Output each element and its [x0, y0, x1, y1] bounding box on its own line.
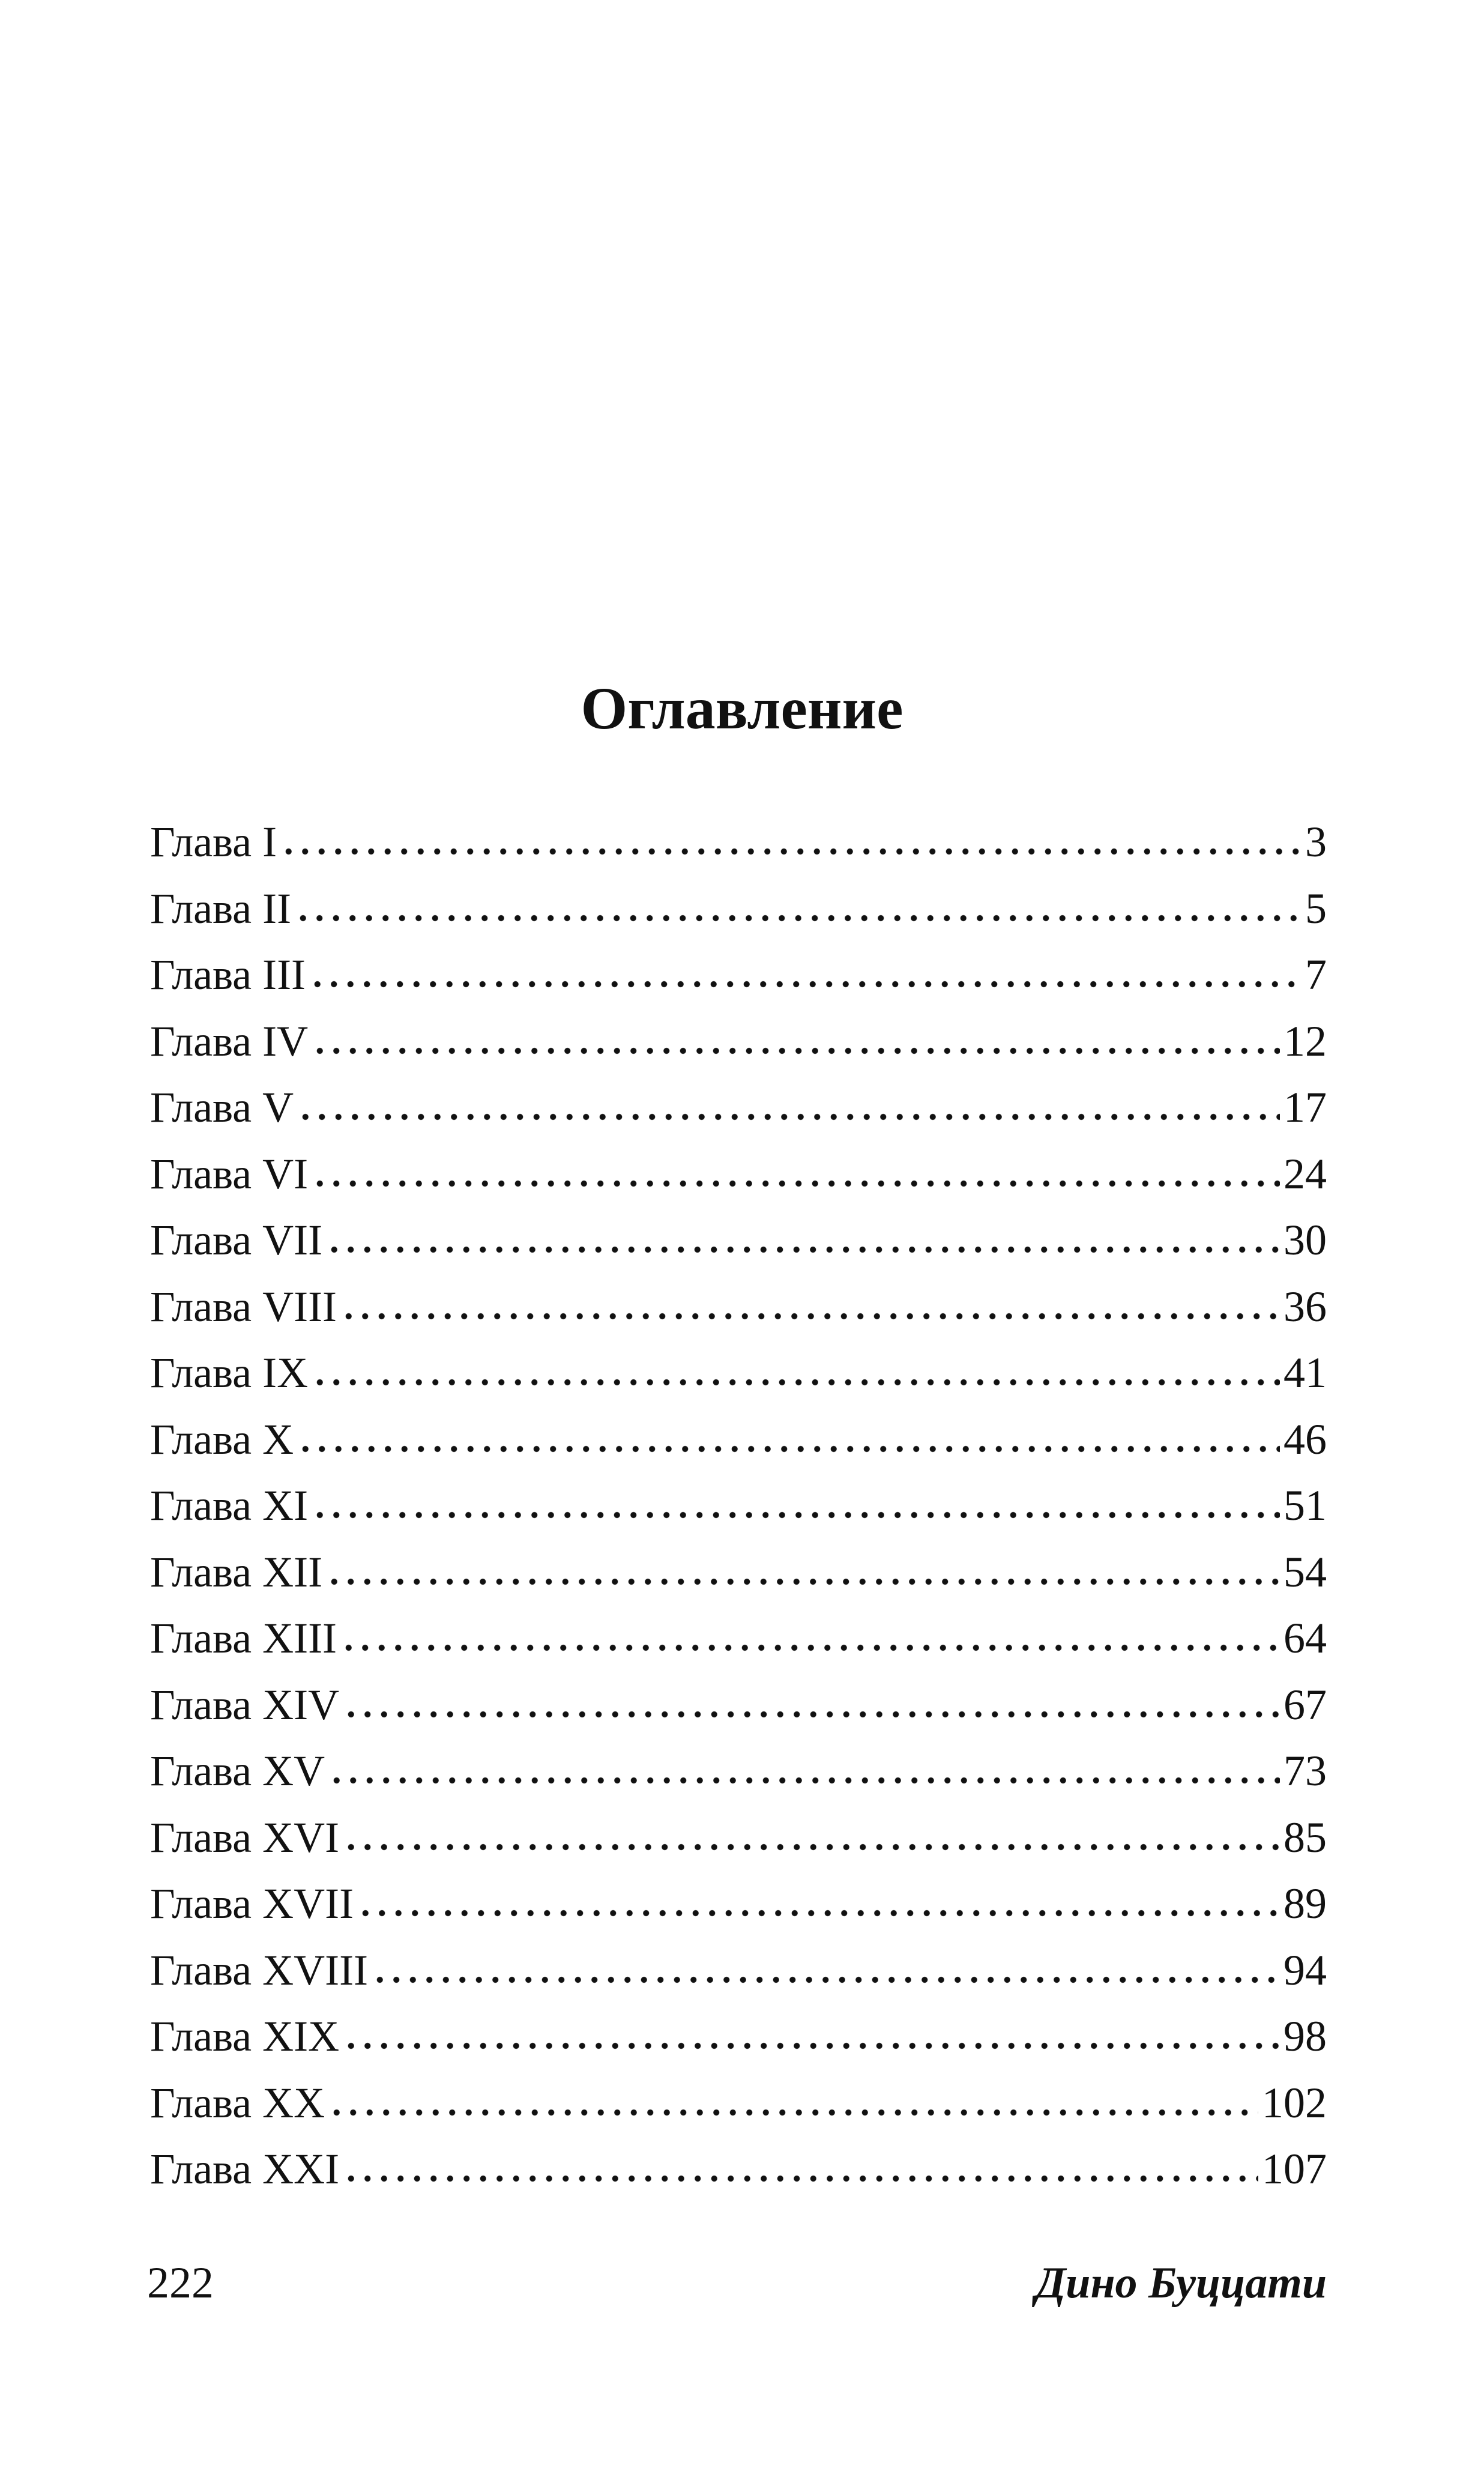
toc-entry[interactable]	[150, 1738, 1327, 1804]
toc-leader-dots	[312, 1379, 1280, 1386]
toc-entry-page: 54	[1283, 1547, 1327, 1596]
toc-entry[interactable]	[150, 1871, 1327, 1937]
toc-leader-dots	[340, 1313, 1280, 1320]
toc-leader-dots	[328, 2109, 1258, 2116]
toc-entry-page: 7	[1305, 951, 1327, 999]
toc-entry-page: 67	[1283, 1680, 1327, 1729]
toc-entry-label: Глава I	[150, 818, 277, 866]
toc-entry-label: Глава XV	[150, 1747, 325, 1795]
toc-entry-label: Глава VI	[150, 1149, 309, 1198]
toc-entry-page: 17	[1283, 1083, 1327, 1131]
toc-entry-page: 3	[1305, 818, 1327, 866]
toc-leader-dots	[328, 1777, 1280, 1784]
toc-entry-label: Глава XXI	[150, 2145, 340, 2193]
toc-entry-page: 24	[1283, 1149, 1327, 1198]
toc-leader-dots	[343, 2042, 1280, 2049]
toc-leader-dots	[280, 848, 1302, 855]
toc-entry-page: 73	[1283, 1747, 1327, 1795]
toc-entry[interactable]	[150, 876, 1327, 942]
toc-entry-label: Глава VII	[150, 1216, 323, 1264]
toc-entry[interactable]	[150, 942, 1327, 1008]
toc-leader-dots	[340, 1644, 1280, 1651]
toc-entry-page: 107	[1262, 2145, 1327, 2193]
toc-entry-label: Глава XII	[150, 1547, 323, 1596]
toc-entry-page: 51	[1283, 1481, 1327, 1529]
toc-leader-dots	[295, 915, 1302, 922]
toc-entry-page: 89	[1283, 1880, 1327, 1928]
table-of-contents	[150, 809, 1327, 2203]
toc-entry[interactable]	[150, 1074, 1327, 1141]
toc-entry[interactable]	[150, 2070, 1327, 2137]
toc-entry[interactable]	[150, 1207, 1327, 1274]
toc-entry-label: Глава II	[150, 884, 292, 933]
toc-entry-page: 64	[1283, 1614, 1327, 1662]
toc-leader-dots	[297, 1445, 1280, 1453]
toc-leader-dots	[343, 1711, 1280, 1718]
toc-entry-page: 102	[1262, 2078, 1327, 2127]
toc-entry-label: Глава XIX	[150, 2012, 340, 2060]
toc-leader-dots	[312, 1047, 1280, 1054]
toc-entry-page: 94	[1283, 1946, 1327, 1994]
toc-entry-label: Глава III	[150, 951, 306, 999]
page-number: 222	[147, 2258, 214, 2308]
toc-entry-label: Глава XVI	[150, 1813, 340, 1862]
toc-entry[interactable]	[150, 1274, 1327, 1340]
toc-entry-label: Глава XX	[150, 2078, 325, 2127]
toc-entry[interactable]	[150, 2136, 1327, 2203]
toc-entry[interactable]	[150, 809, 1327, 876]
toc-leader-dots	[312, 1180, 1280, 1187]
toc-leader-dots	[372, 1976, 1280, 1983]
toc-leader-dots	[326, 1246, 1280, 1253]
toc-entry-page: 46	[1283, 1415, 1327, 1463]
toc-entry[interactable]	[150, 1804, 1327, 1871]
toc-entry-page: 12	[1283, 1017, 1327, 1065]
toc-entry-label: Глава X	[150, 1415, 294, 1463]
toc-entry-label: Глава V	[150, 1083, 294, 1131]
toc-entry[interactable]	[150, 1141, 1327, 1208]
toc-entry[interactable]	[150, 1672, 1327, 1738]
toc-entry-page: 85	[1283, 1813, 1327, 1862]
toc-entry-page: 30	[1283, 1216, 1327, 1264]
toc-entry-page: 5	[1305, 884, 1327, 933]
toc-entry[interactable]	[150, 1472, 1327, 1539]
toc-leader-dots	[343, 1843, 1280, 1851]
toc-entry[interactable]	[150, 1605, 1327, 1672]
toc-entry[interactable]	[150, 2003, 1327, 2070]
toc-entry-label: Глава VIII	[150, 1282, 337, 1331]
toc-entry-page: 98	[1283, 2012, 1327, 2060]
toc-entry-page: 41	[1283, 1349, 1327, 1397]
page-title: Оглавление	[581, 675, 903, 742]
running-footer-author: Дино Буццати	[1035, 2258, 1327, 2308]
toc-entry[interactable]	[150, 1340, 1327, 1406]
toc-leader-dots	[343, 2175, 1258, 2182]
toc-entry-label: Глава IX	[150, 1349, 309, 1397]
toc-entry[interactable]	[150, 1539, 1327, 1606]
toc-leader-dots	[312, 1511, 1280, 1519]
toc-leader-dots	[357, 1910, 1280, 1917]
toc-entry-label: Глава IV	[150, 1017, 309, 1065]
toc-entry-label: Глава XVIII	[150, 1946, 369, 1994]
toc-entry-page: 36	[1283, 1282, 1327, 1331]
toc-entry-label: Глава XI	[150, 1481, 309, 1529]
toc-entry[interactable]	[150, 1406, 1327, 1473]
toc-leader-dots	[309, 981, 1302, 988]
toc-entry-label: Глава XVII	[150, 1880, 354, 1928]
toc-leader-dots	[326, 1578, 1280, 1585]
toc-entry-label: Глава XIII	[150, 1614, 337, 1662]
toc-leader-dots	[297, 1113, 1280, 1121]
toc-entry-label: Глава XIV	[150, 1680, 340, 1729]
toc-entry[interactable]	[150, 1937, 1327, 2004]
toc-entry[interactable]	[150, 1008, 1327, 1075]
